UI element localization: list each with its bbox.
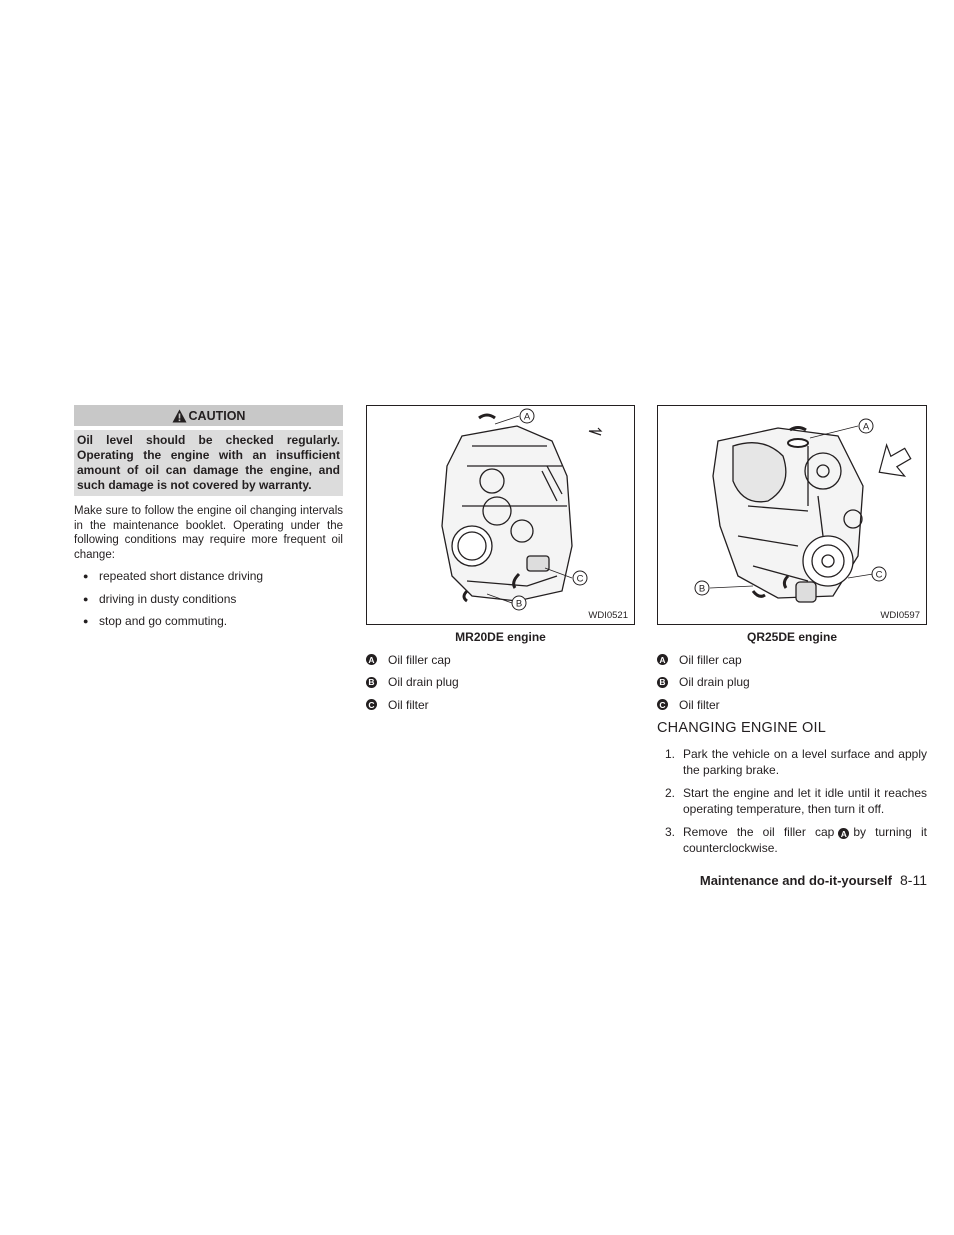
legend-item: B Oil drain plug — [366, 675, 635, 690]
circle-letter-icon: C — [657, 699, 668, 710]
legend-item: C Oil filter — [366, 697, 635, 712]
legend-item: C Oil filter — [657, 697, 927, 712]
figure-caption: QR25DE engine — [746, 630, 838, 644]
conditions-list — [74, 569, 343, 629]
circle-letter-icon: B — [657, 677, 668, 688]
page-footer — [600, 872, 927, 888]
list-item: ● stop and go commuting. — [74, 614, 343, 629]
list-item: 1. Park the vehicle on a level surface and apply the parking brake. — [665, 746, 927, 777]
circle-letter-icon: C — [366, 699, 377, 710]
circle-letter-icon: B — [366, 677, 377, 688]
callout-b-icon — [512, 596, 526, 610]
svg-text:B: B — [698, 583, 706, 595]
list-item: ● repeated short distance driving — [74, 569, 343, 584]
middle-column — [366, 405, 635, 720]
list-item: ● driving in dusty conditions — [74, 592, 343, 607]
figure-code: WDI0521 — [588, 610, 628, 621]
mr20de-engine-illustration — [367, 406, 636, 626]
callout-c-icon — [872, 567, 886, 581]
section-heading: CHANGING ENGINE OIL — [657, 719, 826, 736]
page-number: 8-11 — [900, 872, 927, 888]
legend-item: A Oil filler cap — [366, 652, 635, 667]
caution-text: Oil level should be checked regularly. Operating the engine with an insufficient amount of oil can damage the engine, and such damage is not covered by warranty. — [74, 430, 343, 496]
svg-text:A: A — [523, 411, 531, 423]
svg-text:A: A — [862, 421, 870, 433]
right-column — [657, 405, 927, 863]
svg-text:C: C — [875, 569, 883, 581]
mr20de-engine-figure — [366, 405, 635, 625]
intro-paragraph: Make sure to follow the engine oil changing intervals in the maintenance booklet. Operating under the following conditions may require more frequent oil change: — [74, 505, 343, 561]
left-column — [74, 405, 343, 637]
list-item: 2. Start the engine and let it idle until it reaches operating temperature, then turn it off. — [665, 785, 927, 816]
callout-a-icon — [859, 419, 873, 433]
caution-heading: CAUTION — [188, 408, 246, 423]
warning-triangle-icon — [172, 409, 187, 423]
circle-letter-icon: A — [657, 654, 668, 665]
circle-letter-icon: A — [838, 828, 849, 839]
bullet-icon: ● — [83, 593, 89, 604]
figure-caption: MR20DE engine — [455, 630, 546, 644]
svg-text:C: C — [576, 573, 584, 585]
figure-legend — [366, 652, 635, 712]
svg-text:B: B — [515, 598, 523, 610]
steps-list — [657, 746, 927, 856]
footer-section-title: Maintenance and do-it-yourself — [699, 873, 893, 888]
qr25de-engine-illustration — [658, 406, 928, 626]
legend-item: A Oil filler cap — [657, 652, 927, 667]
callout-b-icon — [695, 581, 709, 595]
caution-header — [74, 405, 343, 426]
qr25de-engine-figure — [657, 405, 927, 625]
legend-item: B Oil drain plug — [657, 675, 927, 690]
list-item: 3. Remove the oil filler cap A by turning it counterclockwise. — [665, 824, 927, 855]
figure-legend — [657, 652, 927, 712]
callout-c-icon — [573, 571, 587, 585]
callout-a-icon — [520, 409, 534, 423]
bullet-icon: ● — [83, 616, 89, 626]
bullet-icon: ● — [83, 571, 89, 581]
circle-letter-icon: A — [366, 654, 377, 665]
figure-code: WDI0597 — [880, 610, 920, 621]
